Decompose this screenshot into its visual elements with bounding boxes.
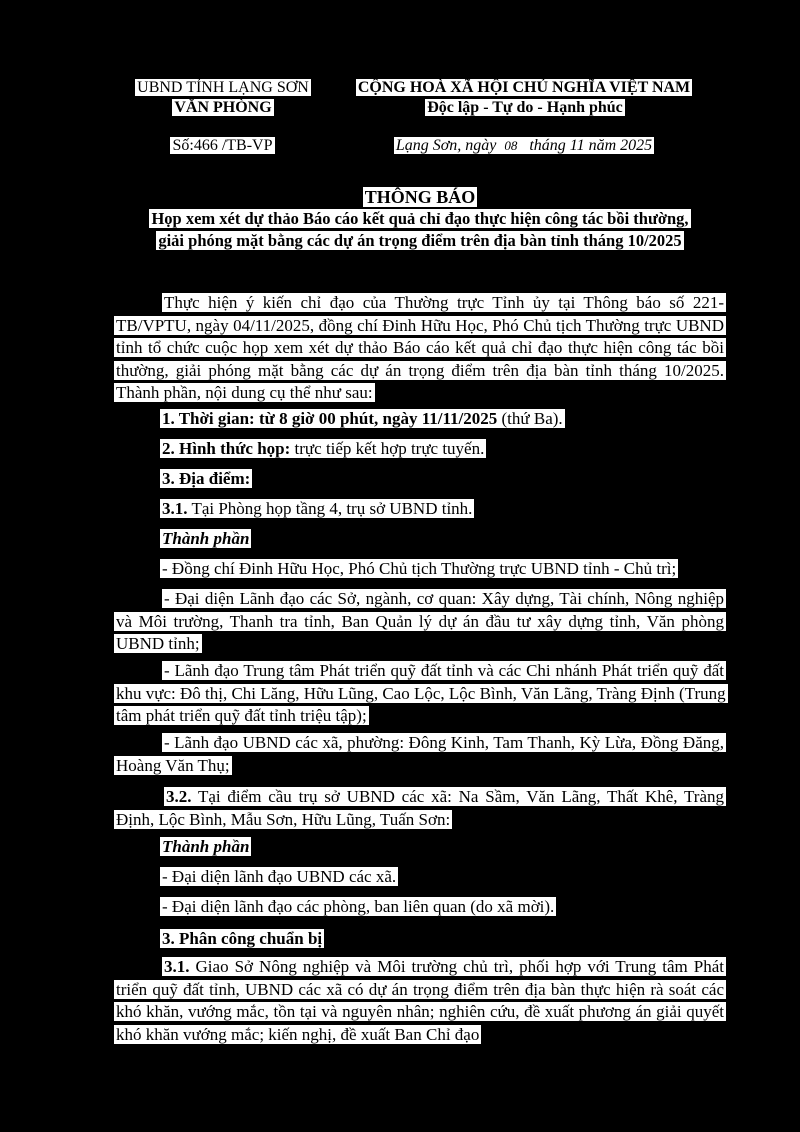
agency-name bbox=[126, 78, 320, 98]
section-2-format bbox=[160, 438, 486, 460]
participant-commune-leaders: - Đại diện lãnh đạo UBND các xã. bbox=[162, 867, 397, 886]
notice-heading-text: THÔNG BÁO bbox=[364, 187, 476, 207]
subject-line-1: Họp xem xét dự thảo Báo cáo kết quả chỉ đạo thực hiện công tác bồi thường, bbox=[151, 209, 689, 228]
motto-line2: Độc lập - Tự do - Hạnh phúc bbox=[427, 99, 623, 116]
subject-line-2: giải phóng mặt bằng các dự án trọng điểm trên địa bàn tỉnh tháng 10/2025 bbox=[158, 231, 682, 250]
section-3-1: 3.1. Tại Phòng họp tầng 4, trụ sở UBND tỉnh. bbox=[162, 499, 473, 518]
section-2-text: trực tiếp kết hợp trực tuyến. bbox=[290, 439, 485, 458]
agency-line1: UBND TỈNH LẠNG SƠN bbox=[137, 79, 309, 96]
doc-number-prefix: Số: bbox=[172, 137, 194, 154]
place-date bbox=[334, 136, 714, 156]
date-day: 08 bbox=[504, 138, 518, 153]
participant-communes: - Lãnh đạo UBND các xã, phường: Đông Kinh, Tam Thanh, Kỳ Lừa, Đồng Đăng, Hoàng Văn Thụ; bbox=[116, 733, 724, 775]
participants-label-1: Thành phần bbox=[162, 529, 250, 548]
participant-chair: - Đồng chí Đinh Hữu Học, Phó Chủ tịch Thường trực UBND tỉnh - Chủ trì; bbox=[162, 559, 677, 578]
section-assignments: 3. Phân công chuẩn bị bbox=[162, 929, 323, 948]
date-prefix: Lạng Sơn, ngày bbox=[395, 137, 497, 154]
participant-departments: - Đại diện Lãnh đạo các Sở, ngành, cơ quan: Xây dựng, Tài chính, Nông nghiệp và Môi trường, Thanh tra tỉnh, Ban Quản lý dự án đầu tư xây dựng tỉnh, Văn phòng UBND tỉnh; bbox=[116, 589, 724, 653]
section-2-label: 2. Hình thức họp: bbox=[162, 439, 291, 458]
participant-land-fund: - Lãnh đạo Trung tâm Phát triển quỹ đất tỉnh và các Chi nhánh Phát triển quỹ đất khu vực: Đô thị, Chi Lăng, Hữu Lũng, Cao Lộc, Lộc Bình, Văn Lãng, Tràng Định (Trung tâm phát triển quỹ đất tỉnh triệu tập); bbox=[116, 661, 726, 725]
national-motto bbox=[334, 78, 714, 98]
section-3-location: 3. Địa điểm: bbox=[162, 469, 251, 488]
doc-number-value: 466 bbox=[193, 137, 218, 154]
section-1-text: (thứ Ba). bbox=[497, 409, 563, 428]
motto-line1: CỘNG HOÀ XÃ HỘI CHỦ NGHĨA VIỆT NAM bbox=[357, 79, 691, 96]
doc-number-suffix: /TB-VP bbox=[221, 137, 273, 154]
date-suffix: tháng 11 năm 2025 bbox=[529, 137, 653, 154]
section-3-2: 3.2. Tại điểm cầu trụ sở UBND các xã: Na Sầm, Văn Lãng, Thất Khê, Tràng Định, Lộc Bình, Mẫu Sơn, Hữu Lũng, Tuấn Sơn: bbox=[116, 787, 724, 829]
participant-departments-commune: - Đại diện lãnh đạo các phòng, ban liên quan (do xã mời). bbox=[162, 897, 555, 916]
assignment-3-1: 3.1. Giao Sở Nông nghiệp và Môi trường chủ trì, phối hợp với Trung tâm Phát triển quỹ đất tỉnh, UBND các xã có dự án trọng điểm trên địa bàn thực hiện rà soát các khó khăn, vướng mắc, tồn tại và nguyên nhân; nghiên cứu, đề xuất phương án giải quyết khó khăn vướng mắc; kiến nghị, đề xuất Ban Chỉ đạo bbox=[116, 957, 724, 1044]
document-number bbox=[160, 136, 285, 156]
agency-line2: VĂN PHÒNG bbox=[174, 99, 272, 116]
national-slogan bbox=[220, 98, 800, 118]
section-1-label: 1. Thời gian: từ 8 giờ 00 phút, ngày 11/11/2025 bbox=[162, 409, 498, 428]
participants-label-2: Thành phần bbox=[162, 837, 250, 856]
notice-heading bbox=[0, 186, 800, 208]
intro-paragraph: Thực hiện ý kiến chỉ đạo của Thường trực Tỉnh ủy tại Thông báo số 221-TB/VPTU, ngày 04/11/2025, đồng chí Đinh Hữu Học, Phó Chủ tịch Thường trực UBND tỉnh tổ chức cuộc họp xem xét dự thảo Báo cáo kết quả chỉ đạo thực hiện công tác bồi thường, giải phóng mặt bằng các dự án trọng điểm trên địa bàn tỉnh tháng 10/2025. Thành phần, nội dung cụ thể như sau: bbox=[116, 293, 724, 402]
section-1-time bbox=[160, 408, 565, 430]
